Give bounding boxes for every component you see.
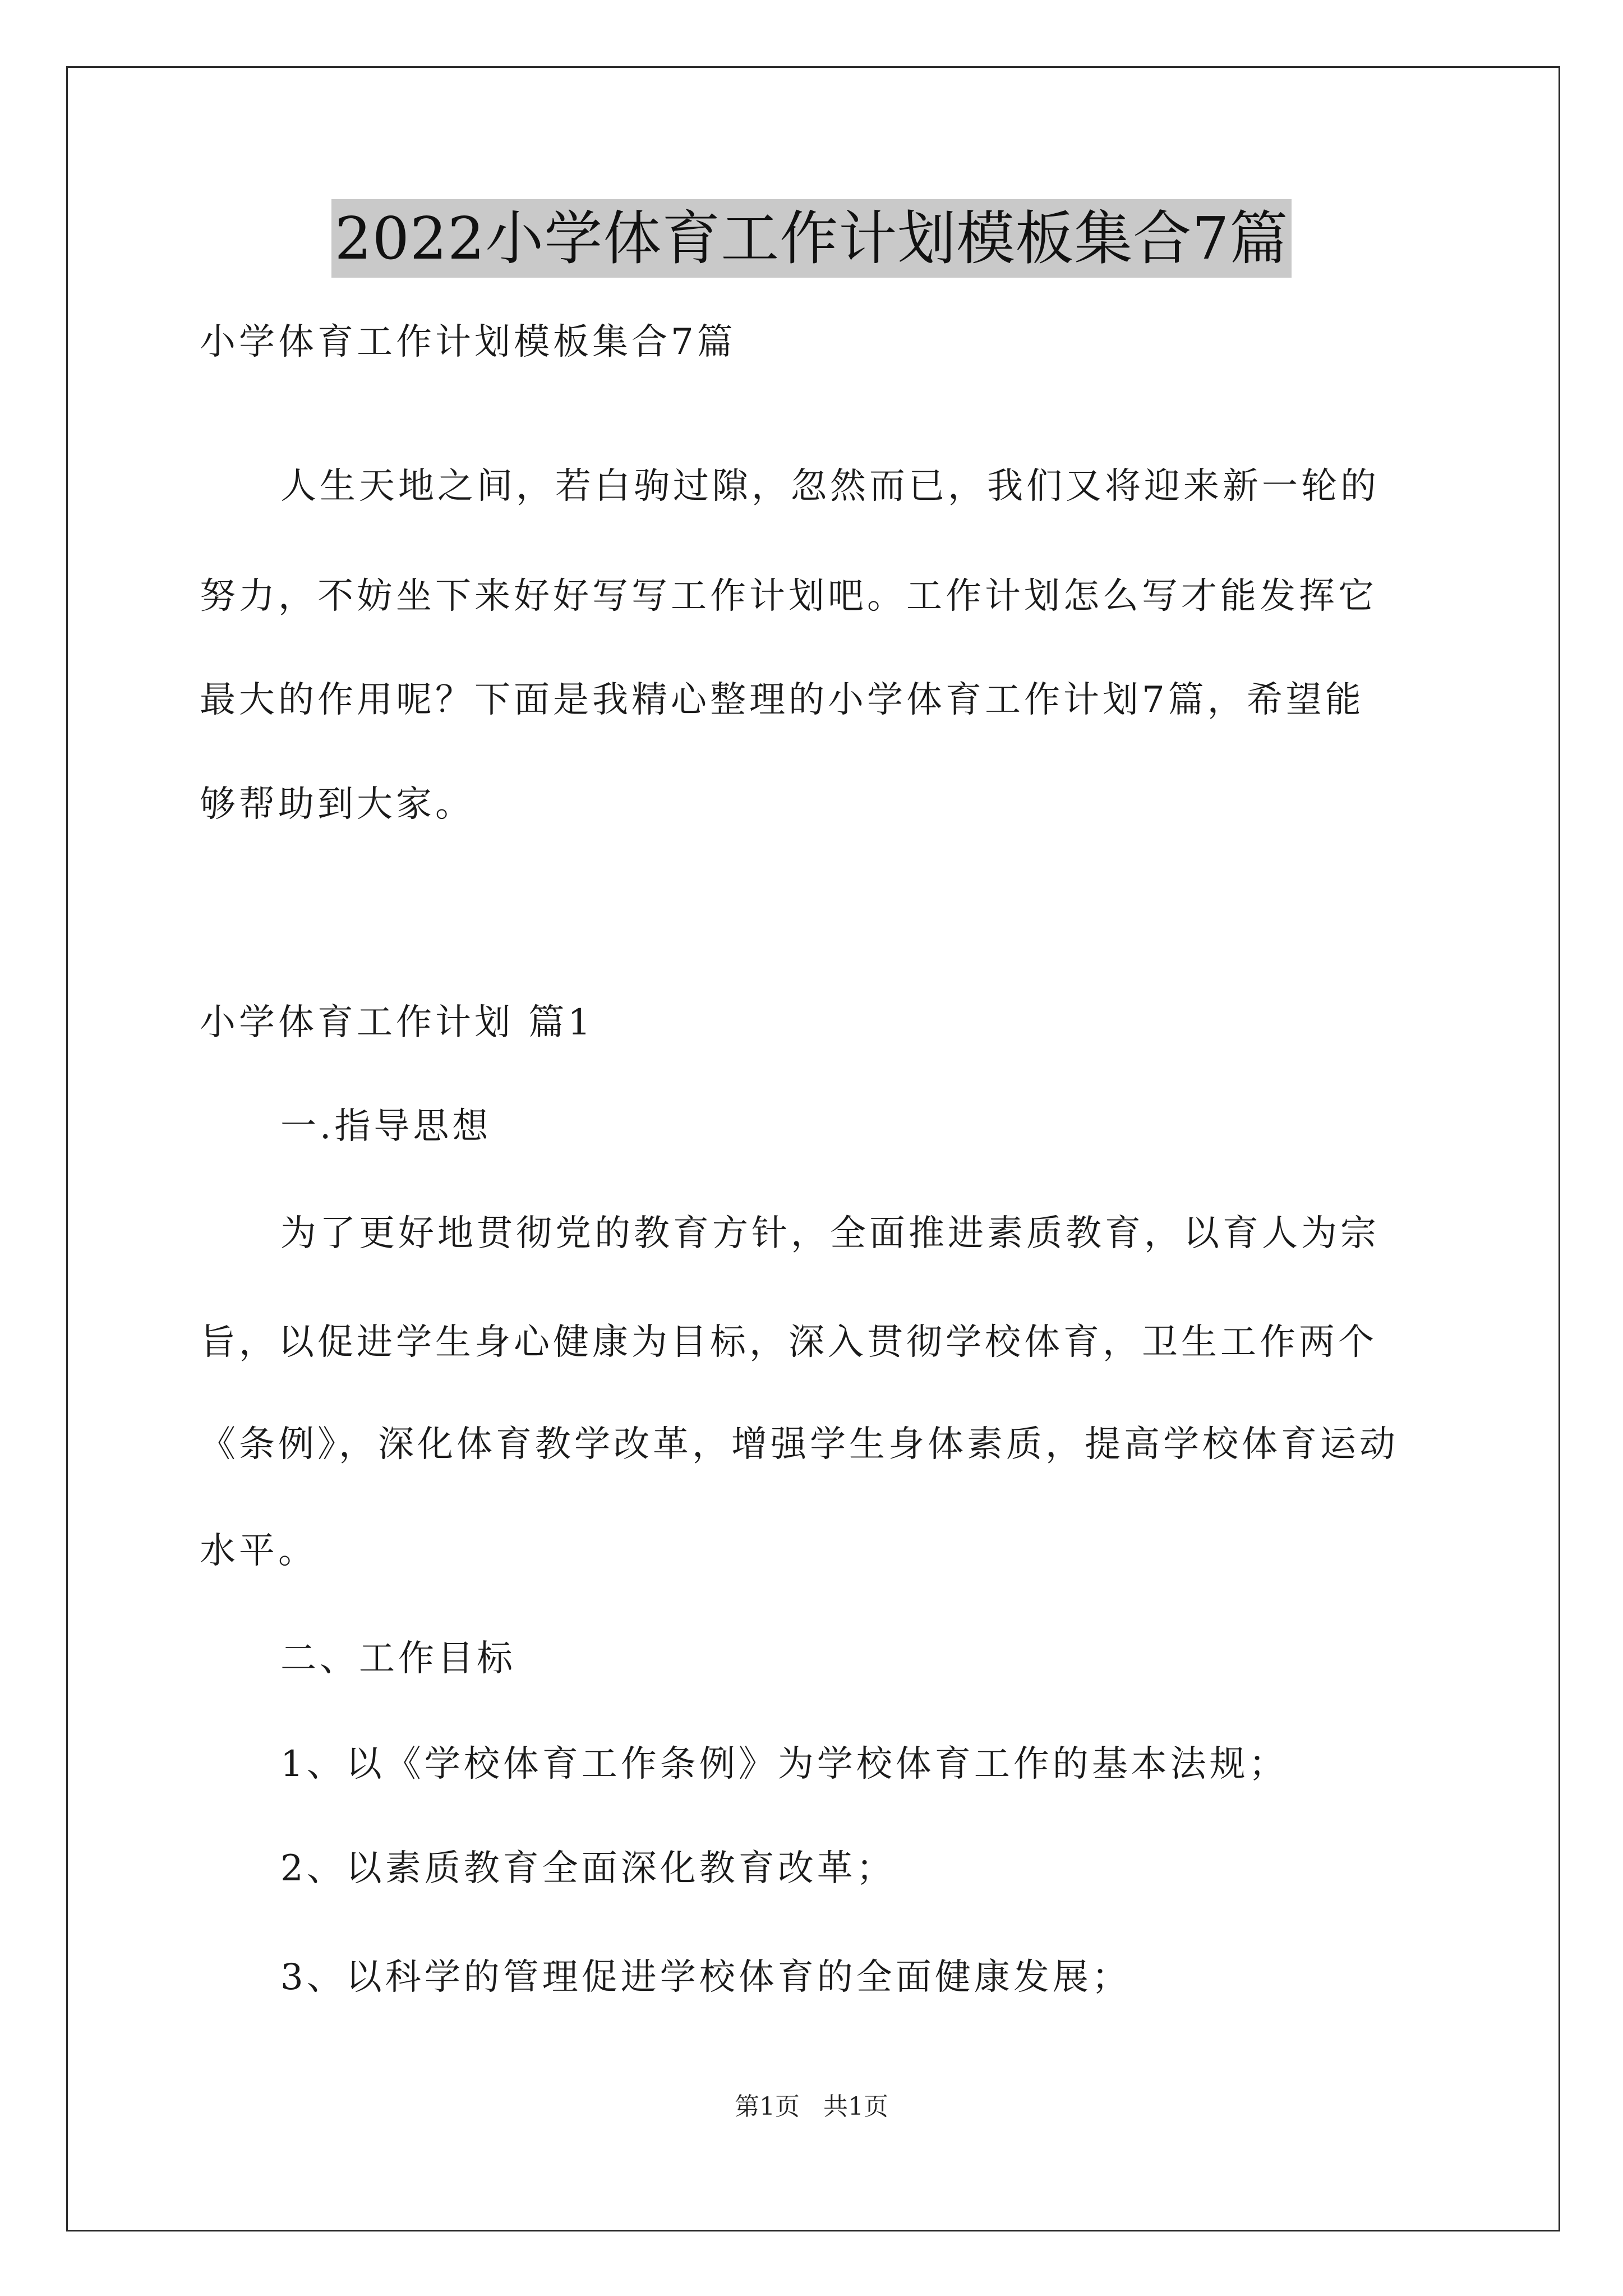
part-heading: 一.指导思想 (280, 1106, 492, 1147)
goal-item: 3、以科学的管理促进学校体育的全面健康发展； (280, 1957, 1131, 1998)
goal-item: 2、以素质教育全面深化教育改革； (280, 1848, 896, 1889)
body-line: 《条例》，深化体育教学改革，增强学生身体素质，提高学校体育运动 (200, 1424, 1399, 1465)
document-subtitle: 小学体育工作计划模板集合7篇 (200, 321, 736, 363)
intro-line: 人生天地之间，若白驹过隙，忽然而已，我们又将迎来新一轮的 (280, 466, 1380, 507)
part-heading: 二、工作目标 (280, 1638, 516, 1680)
body-line: 旨，以促进学生身心健康为目标，深入贯彻学校体育，卫生工作两个 (200, 1322, 1377, 1363)
intro-line: 最大的作用呢？下面是我精心整理的小学体育工作计划7篇，希望能 (200, 679, 1364, 721)
intro-line: 够帮助到大家。 (200, 784, 474, 825)
body-line: 为了更好地贯彻党的教育方针，全面推进素质教育，以育人为宗 (280, 1213, 1380, 1254)
goal-item: 1、以《学校体育工作条例》为学校体育工作的基本法规； (280, 1743, 1288, 1785)
intro-line: 努力，不妨坐下来好好写写工作计划吧。工作计划怎么写才能发挥它 (200, 576, 1377, 617)
page-footer: 第1页 共1页 (735, 2092, 888, 2121)
body-line: 水平。 (200, 1530, 317, 1572)
title-container (0, 199, 1623, 278)
section-heading: 小学体育工作计划 篇1 (200, 1002, 594, 1043)
document-title: 2022小学体育工作计划模板集合7篇 (331, 199, 1292, 278)
